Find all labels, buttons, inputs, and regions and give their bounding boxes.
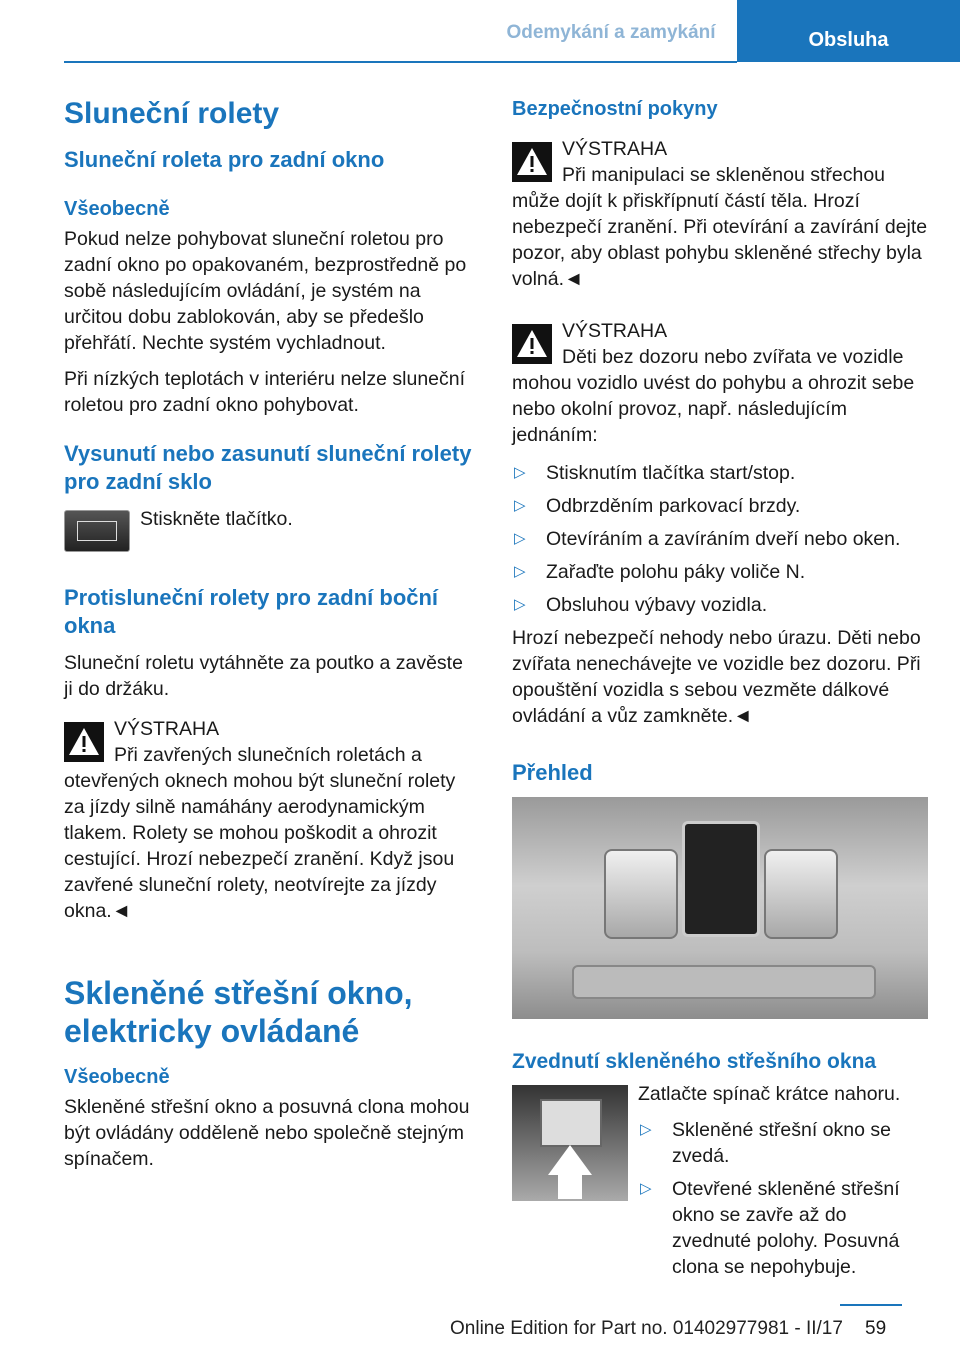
page-header	[0, 0, 960, 62]
footer-edition: Online Edition for Part no. 01402977981 - II/17	[450, 1318, 843, 1339]
left-switch	[604, 849, 678, 939]
paragraph-blocking: Pokud nelze pohybovat sluneční roletou pro zadní okno po opakovaném, bezprostředně po sobě následujícím ovládání, je systém na určitou dobu zablokován, aby se předešlo přehřátí. Nechte systém vychladnout.	[64, 228, 467, 354]
list-item: ▷ Otevřené skleněné střešní okno se zavře až do zvednuté polohy. Posuvná clona se nepohybuje.	[640, 1178, 900, 1278]
warning-title: VÝSTRAHA	[114, 718, 220, 740]
paragraph-glass-roof: Skleněné střešní okno a posuvná clona mohou být ovládány odděleně nebo společně stejným spínačem.	[64, 1096, 470, 1170]
warning-text: Při zavřených slunečních roletách a otevřených oknech mohou být sluneční rolety za jízdy silně namáhány aerodynamickým tlakem. Rolety se mohou poškodit a ohrozit cestující. Hrozí nebezpečí zranění. Když jsou zavřené sluneční rolety, neotvírejte za jízdy okna.◄	[64, 744, 456, 922]
warning-block-2	[512, 314, 928, 448]
warning-icon	[512, 142, 552, 182]
heading-raise-roof: Zvednutí skleněného střešního okna	[512, 1050, 877, 1073]
header-section: Odemykání a zamykání	[506, 22, 716, 43]
paragraph-low-temp: Při nízkých teplotách v interiéru nelze sluneční roletou pro zadní okno pohybovat.	[64, 368, 466, 416]
list-item: ▷ Zařaďte polohu páky voliče N.	[514, 561, 806, 583]
paragraph-accident-risk: Hrozí nebezpečí nehody nebo úrazu. Děti nebo zvířata nenechávejte ve vozidle bez dozoru. Při opouštění vozidla s sebou vezměte dálkové ovládání a vůz zamkněte.◄	[512, 627, 921, 727]
list-item: ▷ Otevíráním a zavíráním dveří nebo oken.	[514, 528, 901, 550]
header-tab: Obsluha	[737, 0, 960, 62]
roof-switch	[682, 821, 760, 937]
heading-safety: Bezpečnostní pokyny	[512, 98, 718, 120]
title-glass-roof: Skleněné střešní okno, elektricky ovládané	[64, 975, 413, 1049]
button-rail	[572, 965, 876, 999]
footer-rule	[840, 1304, 902, 1306]
paragraph-push-switch: Zatlačte spínač krátce nahoru.	[638, 1083, 901, 1105]
warning-title-2: VÝSTRAHA	[562, 320, 668, 342]
press-text: Stiskněte tlačítko.	[140, 508, 293, 530]
risk-list	[512, 460, 928, 618]
raise-list	[638, 1117, 928, 1280]
warning-title-1: VÝSTRAHA	[562, 138, 668, 160]
warning-text-2: Děti bez dozoru nebo zvířata ve vozidle mohou vozidlo uvést do pohybu a ohrozit sebe nebo okolní provoz, např. následujícím jednáním:	[512, 346, 915, 446]
heading-extend-retract: Vysunutí nebo zasunutí sluneční rolety pro zadní sklo	[64, 441, 472, 494]
right-switch	[764, 849, 838, 939]
right-column	[512, 96, 928, 1287]
warning-icon	[64, 722, 104, 762]
left-column	[64, 96, 476, 1182]
raise-roof-block	[512, 1081, 928, 1280]
header-rule	[64, 61, 737, 63]
roof-switch-thumbnail	[512, 1085, 628, 1201]
button-instruction	[64, 506, 476, 562]
warning-block	[64, 712, 476, 924]
list-item: ▷ Stisknutím tlačítka start/stop.	[514, 462, 796, 484]
warning-block-1	[512, 132, 928, 292]
list-item: ▷ Skleněné střešní okno se zvedá.	[640, 1119, 891, 1167]
title-sun-blinds: Sluneční rolety	[64, 97, 280, 130]
heading-general: Všeobecně	[64, 198, 170, 220]
warning-text-1: Při manipulaci se skleněnou střechou může dojít k přiskřípnutí částí těla. Hrozí nebezpečí zranění. Při otevírání a zavírání dejte pozor, aby oblast pohybu skleněné střechy byla volná.◄	[512, 164, 928, 290]
list-item: ▷ Obsluhou výbavy vozidla.	[514, 594, 768, 616]
paragraph-side-blinds: Sluneční roletu vytáhněte za poutko a zavěste ji do držáku.	[64, 652, 463, 700]
heading-overview: Přehled	[512, 760, 593, 785]
heading-side-blinds: Protisluneční rolety pro zadní boční okna	[64, 585, 439, 638]
blind-button-icon	[64, 510, 130, 552]
roof-console-photo	[512, 797, 928, 1019]
page-number: 59	[865, 1318, 887, 1339]
list-item: ▷ Odbrzděním parkovací brzdy.	[514, 495, 801, 517]
heading-general-2: Všeobecně	[64, 1066, 170, 1088]
heading-rear-blind: Sluneční roleta pro zadní okno	[64, 147, 385, 172]
warning-icon	[512, 324, 552, 364]
